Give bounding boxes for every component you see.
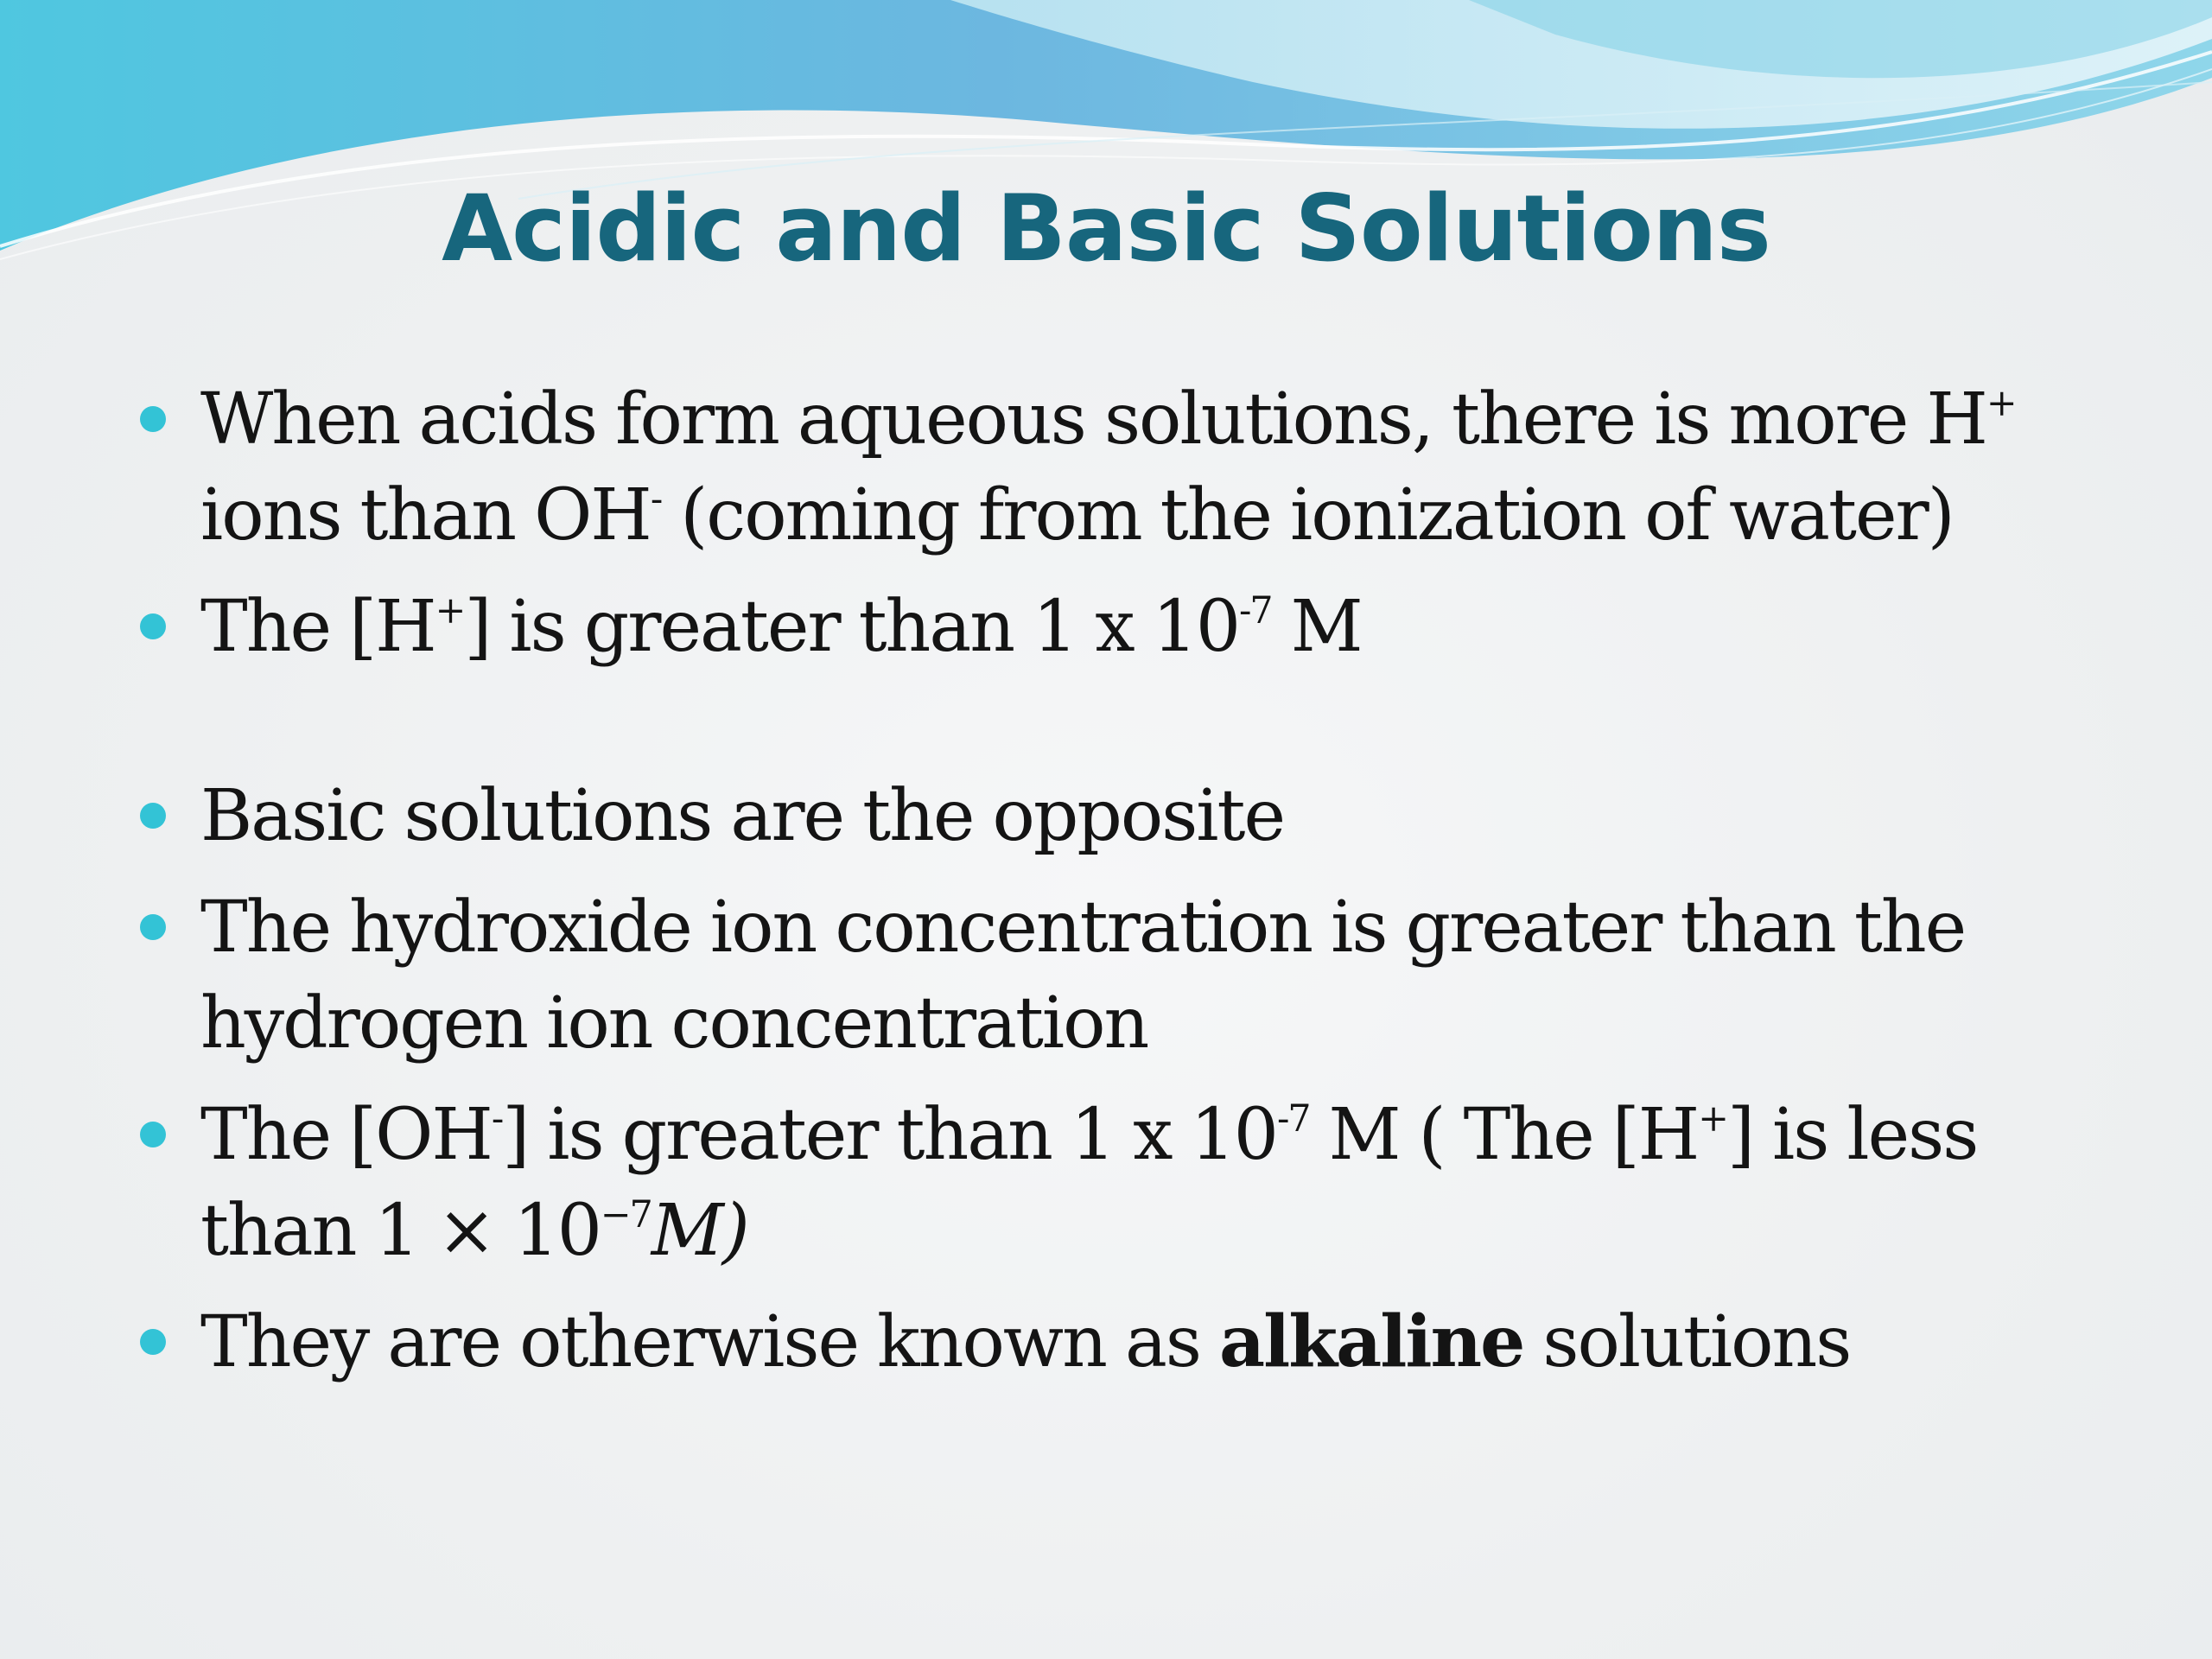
bullet-item-h-concentration	[130, 579, 2117, 675]
bullet-dot-icon	[140, 613, 166, 639]
superscript: −7	[600, 1193, 652, 1237]
bullet-text: M ( The [H	[1309, 1094, 1699, 1176]
bullet-text: ] is greater than 1 x 10	[464, 586, 1240, 668]
superscript: -	[491, 1097, 503, 1141]
superscript: -7	[1276, 1097, 1310, 1141]
bullet-dot-icon	[140, 914, 166, 940]
bullet-text: solutions	[1523, 1301, 1851, 1383]
bullet-text: The hydroxide ion concentration is greater than the hydrogen ion concentration	[200, 887, 1966, 1065]
bullet-text: They are otherwise known as	[200, 1301, 1220, 1383]
bullet-text: )	[721, 1190, 748, 1272]
bullet-text: Basic solutions are the opposite	[200, 775, 1284, 857]
bullet-text: ions than OH	[200, 474, 651, 556]
bullet-item-hydroxide	[130, 880, 2117, 1071]
superscript: -7	[1239, 589, 1272, 633]
slide-title: Acidic and Basic Solutions	[442, 175, 1770, 282]
bullet-item-basic-opposite	[130, 768, 2117, 864]
bullet-text: (coming from the ionization of water)	[661, 474, 1954, 556]
bullet-item-oh-concentration	[130, 1087, 2117, 1279]
superscript: +	[1698, 1097, 1727, 1141]
bullet-list	[130, 372, 2117, 1406]
bullet-dot-icon	[140, 803, 166, 829]
bullet-dot-icon	[140, 1122, 166, 1147]
superscript: +	[435, 589, 465, 633]
italic-text: M	[651, 1190, 722, 1272]
superscript: -	[650, 478, 662, 522]
bullet-text: The [OH	[200, 1094, 492, 1176]
bullet-dot-icon	[140, 406, 166, 432]
bullet-item-alkaline	[130, 1294, 2117, 1390]
bullet-text: ] is greater than 1 x 10	[502, 1094, 1277, 1176]
bullet-text: When acids form aqueous solutions, there is more H	[200, 378, 1986, 461]
superscript: +	[1986, 382, 2016, 426]
bullet-item-acid-solutions	[130, 372, 2117, 563]
bullet-dot-icon	[140, 1329, 166, 1355]
bullet-text: ] is less than 1 × 10	[200, 1094, 1978, 1272]
bullet-text: M	[1271, 586, 1362, 668]
bold-term: alkaline	[1219, 1300, 1524, 1383]
bullet-text: The [H	[200, 586, 435, 668]
